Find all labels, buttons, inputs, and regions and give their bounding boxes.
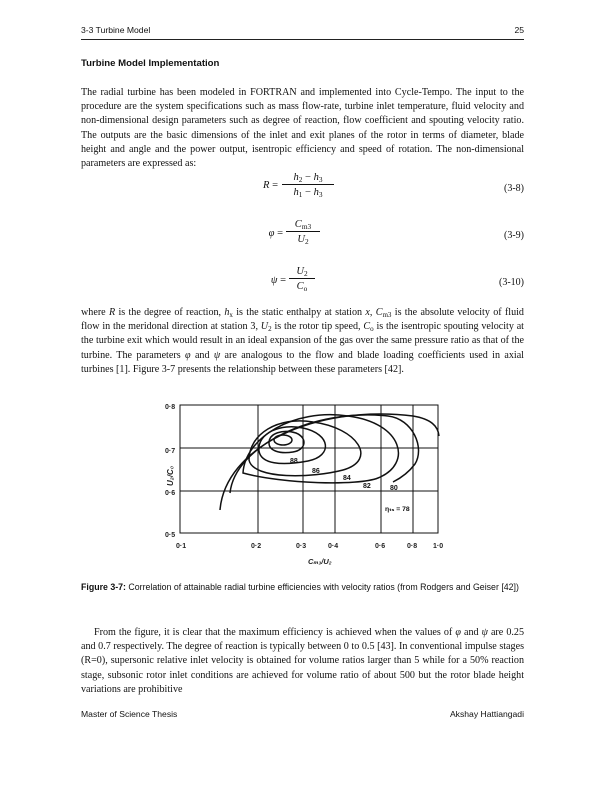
fraction-denominator: $C_o$	[296, 281, 308, 293]
contour-label: 86	[312, 468, 320, 475]
equation-number: (3-9)	[504, 230, 524, 241]
fraction-numerator: $C_{m3}$	[286, 219, 320, 232]
x-tick-label: 0·2	[251, 543, 262, 550]
equation-fraction	[289, 266, 315, 292]
figure-caption-label: Figure 3-7:	[81, 582, 126, 592]
fraction-denominator: $U_2$	[297, 234, 309, 246]
fraction-numerator: $U_2$	[289, 266, 315, 279]
figure-caption	[81, 581, 524, 593]
y-tick-label: 0·5	[165, 532, 176, 539]
equation-lhs: R =	[263, 180, 278, 191]
running-header-chapter: 3-3 Turbine Model	[81, 25, 151, 35]
y-tick-label: 0·7	[165, 448, 176, 455]
contour-label-efficiency: ηₜₛ = 78	[385, 506, 410, 513]
equation-number: (3-8)	[504, 183, 524, 194]
fraction-denominator: $h_1 - h_3$	[293, 187, 323, 199]
page-header	[81, 25, 524, 40]
equation-3-8	[81, 172, 524, 212]
contour-label: 88	[290, 458, 298, 465]
x-tick-label: 0·6	[375, 543, 386, 550]
page-number: 25	[514, 25, 524, 35]
y-axis-label: U₂/C₀	[166, 466, 175, 486]
definitions-paragraph: where R is the degree of reaction, $h_x$ is the static enthalpy at station x, $C_{m3}$ is the absolute velocity of fluid flow in the meridonal direction at station 3, $U_2$ is the rotor tip speed, $C_o$ is the isentropic spouting velocity at the turbine exit which would result in an ideal expansion of the gas over the same pressure ratio as that of the turbine. The parameters φ and ψ are analogous to the flow and blade loading coefficients used in axial turbines [1]. Figure 3-7 presents the relationship between these parameters [42].	[81, 307, 524, 375]
equation-3-10	[81, 266, 524, 306]
y-tick-label: 0·8	[165, 404, 176, 411]
equation-lhs: ψ =	[270, 275, 286, 286]
equation-fraction	[286, 219, 320, 245]
footer-thesis-type: Master of Science Thesis	[81, 709, 178, 719]
x-tick-label: 0·1	[176, 543, 187, 550]
x-tick-label: 0·4	[328, 543, 339, 550]
efficiency-contour-chart	[163, 398, 463, 570]
section-title: Turbine Model Implementation	[81, 58, 220, 69]
contour-line-78	[220, 414, 439, 510]
discussion-paragraph: From the figure, it is clear that the maximum efficiency is achieved when the values of φ and ψ are 0.25 and 0.7 respectively. The degree of reaction is typically between 0 to 0.5 [43]. In conventional impulse stages (R=0), supersonic relative inlet velocity is obtained for volume ratios larger than 5 while for a 50% reaction stage, subsonic rotor inlet conditions are achieved for volume ratio of about 500 but the rotor blade height variations are prohibitive	[81, 627, 524, 695]
intro-paragraph: The radial turbine has been modeled in FORTRAN and implemented into Cycle-Tempo. The input to the procedure are the system specifications such as mass flow-rate, turbine inlet temperature, fluid velocity and non-dimensional design parameters such as degree of reaction, flow coefficient and spouting velocity ratio. The outputs are the basic dimensions of the inlet and exit planes of the rotor in terms of diameter, blade height and angle and the power output, isentropic efficiency and speed of rotation. The non-dimensional parameters are expressed as:	[81, 87, 524, 170]
figure-caption-text: Correlation of attainable radial turbine efficiencies with velocity ratios (from Rodgers and Geiser [42])	[125, 582, 519, 592]
x-tick-label: 1·0	[433, 543, 444, 550]
x-axis-label: Cₘ₃/U₂	[308, 557, 332, 566]
equation-fraction	[282, 172, 334, 198]
y-tick-label: 0·6	[165, 490, 176, 497]
contour-label: 84	[343, 475, 351, 482]
contour-label: 80	[390, 485, 398, 492]
footer-author: Akshay Hattiangadi	[449, 709, 524, 719]
equation-lhs: φ =	[268, 228, 283, 239]
efficiency-contour-figure	[163, 398, 463, 570]
equation-number: (3-10)	[499, 277, 524, 288]
contour-lines	[220, 414, 439, 510]
contour-peak-loop	[274, 435, 292, 445]
equation-3-9	[81, 219, 524, 259]
x-tick-label: 0·8	[407, 543, 418, 550]
fraction-numerator: $h_2 - h_3$	[282, 172, 334, 185]
x-tick-label: 0·3	[296, 543, 307, 550]
contour-label: 82	[363, 483, 371, 490]
